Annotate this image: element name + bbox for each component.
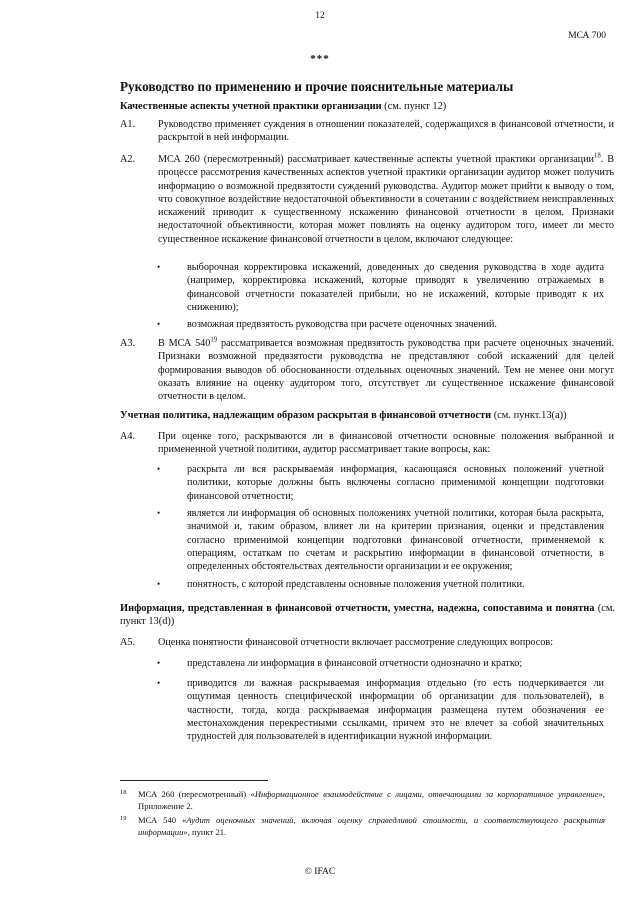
bullet-text: понятность, с которой представлены основные положения учетной политики. (187, 579, 525, 590)
paragraph-a3 (120, 337, 614, 403)
footnote-marker: 19 (120, 815, 127, 822)
paragraph-a1 (120, 118, 614, 145)
bullet-item (157, 318, 604, 331)
bullet-icon: • (157, 464, 161, 474)
bullet-item (157, 578, 604, 591)
bullet-item (157, 507, 604, 573)
paragraph-text: В МСА $540^{19}$ рассматривается возможная предвзятость руководства при расчете оценочных значений. Признаки возможной предвзятости руководства не представляют собой искажений для целей формирования выводов об обоснованности отдельных оценочных значений. Тем не менее они могут оказать влияние на оценку аудитором того, отсутствует ли существенное искажение финансовой отчетности в целом. (158, 336, 614, 403)
paragraph-text: МСА 260 (пересмотренный) рассматривает качественные аспекты учетной практики организации$^{18}$. В процессе рассмотрения качественных аспектов учетной практики организации аудитор может получить информацию о возможной предвзятости суждений руководства. Аудитор может прийти к выводу о том, что совокупное воздействие недостаточной объективности в сочетании с воздействием неисправленных искажений приводит к существенному искажению финансовой отчетности в целом. Признаки недостаточной объективности, которая может повлиять на оценку аудитором того, имеет ли место существенное искажение финансовой отчетности в целом, включают следующее: (158, 152, 615, 245)
subheading-ref: (см. пункт.13(a)) (491, 410, 567, 421)
footnote-19 (120, 815, 605, 838)
bullet-icon: • (157, 262, 161, 272)
footnote-text: МСА 540 «Аудит оценочных значений, включая оценку справедливой стоимости, и соответствующего раскрытия информации», пункт 21. (138, 815, 605, 837)
subheading-ref: (см. пункт 12) (381, 101, 447, 112)
bullet-text: возможная предвзятость руководства при расчете оценочных значений. (187, 319, 497, 330)
subheading-accounting-policy (120, 409, 615, 422)
paragraph-text: Оценка понятности финансовой отчетности включает рассмотрение следующих вопросов: (158, 637, 554, 648)
paragraph-a4 (120, 430, 614, 457)
document-code: МСА 700 (568, 31, 606, 41)
paragraph-a2 (120, 153, 614, 246)
subheading-ref: (см. пункт 13(d)) (120, 603, 615, 627)
bullet-icon: • (157, 508, 161, 518)
paragraph-number: A1. (120, 119, 135, 130)
bullet-text: является ли информация об основных положениях учетной политики, которая была раскрыта, значимой и, таким образом, влияет ли на критерии признания, оценки и представления согласно применимой концепции подготовки финансовой отчетности, применяемой к операциям, остаткам по счетам и раскрытию информации в финансовой отчетности, в определенных обстоятельствах деятельности организации и ее окружения; (187, 508, 604, 573)
bullet-text: раскрыта ли вся раскрываемая информация, касающаяся основных положений учетной политики, которые должны быть включены согласно применимой концепции подготовки финансовой отчетности; (187, 464, 604, 502)
bullet-icon: • (157, 579, 161, 589)
paragraph-number: A3. (120, 338, 135, 349)
paragraph-text: При оценке того, раскрываются ли в финансовой отчетности основные положения выбранной и примененной учетной политики, аудитор рассматривает такие вопросы, как: (158, 431, 614, 456)
section-separator: *** (310, 53, 330, 65)
bullet-item (157, 677, 604, 743)
bullet-item (157, 657, 604, 670)
bullet-item (157, 261, 604, 314)
bullet-icon: • (157, 658, 161, 668)
footnote-divider (120, 780, 268, 781)
bullet-item (157, 463, 604, 503)
footnote-18 (120, 789, 605, 812)
paragraph-number: A5. (120, 637, 135, 648)
page-number: 12 (315, 11, 325, 21)
copyright-footer: © IFAC (304, 867, 336, 877)
subheading-qualitative-aspects (120, 100, 615, 113)
subheading-text: Качественные аспекты учетной практики организации (120, 101, 382, 112)
footnote-marker: 18 (120, 789, 127, 796)
subheading-text: Учетная политика, надлежащим образом раскрытая в финансовой отчетности (120, 410, 492, 421)
bullet-text: приводится ли важная раскрываемая информация отдельно (то есть подчеркивается ли ощутимая ценность специфической информации об организации для пользователей), в частности, тогда, когда раскрываемая информация размещена путем обозначения ее местонахождения перекрестными ссылками, причем это не влечет за собой значительных трудностей для пользователей в идентификации нужной информации. (187, 678, 604, 743)
paragraph-number: A2. (120, 154, 135, 165)
paragraph-a5 (120, 636, 614, 649)
bullet-icon: • (157, 319, 161, 329)
paragraph-number: A4. (120, 431, 135, 442)
bullet-text: выборочная корректировка искажений, доведенных до сведения руководства в ходе аудита (например, корректировка искажений, которые приводят к увеличению отражаемых в финансовой отчетности показателей прибыли, но не искажений, которые приводят к их снижению); (187, 262, 604, 313)
subheading-text: Информация, представленная в финансовой отчетности, уместна, надежна, сопоставима и понятна (120, 603, 595, 614)
bullet-icon: • (157, 678, 161, 688)
bullet-text: представлена ли информация в финансовой отчетности однозначно и кратко; (187, 658, 523, 669)
footnote-ref-18[interactable]: 18 (594, 152, 601, 160)
paragraph-text: Руководство применяет суждения в отношении показателей, содержащихся в финансовой отчетности, и раскрытой в ней информации. (158, 119, 614, 144)
footnote-ref-19[interactable]: 19 (210, 336, 218, 344)
subheading-information-quality (120, 602, 615, 628)
section-title: Руководство по применению и прочие пояснительные материалы (120, 79, 514, 94)
footnote-text: МСА 260 (пересмотренный) «Информационное взаимодействие с лицами, отвечающими за корпоративное управление», Приложение 2. (138, 789, 605, 811)
